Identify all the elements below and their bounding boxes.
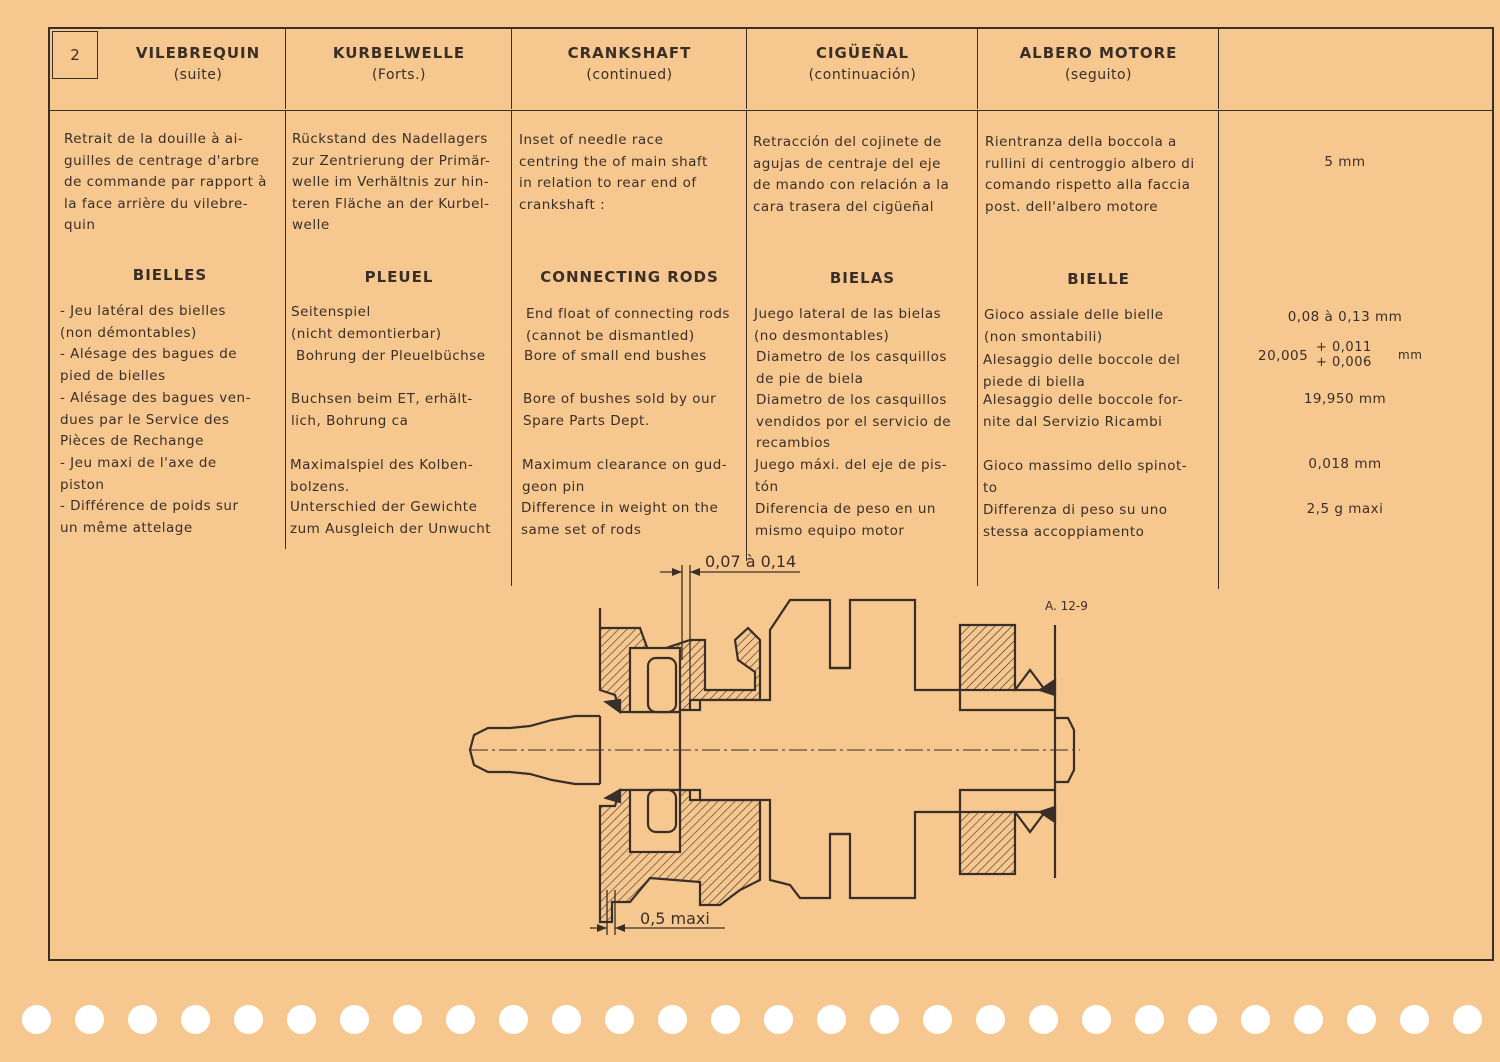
header-fr-subtitle: (suite) <box>173 67 223 83</box>
punch-hole <box>287 1005 316 1034</box>
row1-es: Juego lateral de las bielas (no desmontables) <box>754 306 942 344</box>
row2-nominal: 20,005 <box>1258 348 1309 364</box>
header-en-subtitle: (continued) <box>586 67 673 83</box>
punch-hole <box>1135 1005 1164 1034</box>
row4-en: Maximum clearance on gud- geon pin <box>522 457 728 495</box>
punch-hole <box>764 1005 793 1034</box>
punch-hole <box>870 1005 899 1034</box>
punch-hole <box>340 1005 369 1034</box>
punch-hole <box>234 1005 263 1034</box>
retract-es: Retracción del cojinete de agujas de centraje del eje de mando con relación a la cara trasera del cigüeñal <box>753 134 950 215</box>
subheading-es: BIELAS <box>829 269 896 287</box>
punch-holes <box>22 1005 1482 1041</box>
row4-value: 0,018 mm <box>1308 456 1382 472</box>
row2-tol-upper: + 0,011 <box>1316 340 1372 355</box>
row4-it: Gioco massimo dello spinot- to <box>983 458 1188 496</box>
row5-it: Differenza di peso su uno stessa accoppiamento <box>983 502 1168 540</box>
dimension-bottom-label: 0,5 maxi <box>640 909 710 928</box>
row1-en: End float of connecting rods (cannot be dismantled) <box>526 306 730 344</box>
punch-hole <box>128 1005 157 1034</box>
row1-value: 0,08 à 0,13 mm <box>1287 309 1403 325</box>
punch-hole <box>75 1005 104 1034</box>
punch-hole <box>976 1005 1005 1034</box>
row3-en: Bore of bushes sold by our Spare Parts Dept. <box>523 391 717 429</box>
row3-it: Alesaggio delle boccole for- nite dal Servizio Ricambi <box>983 392 1183 430</box>
punch-hole <box>1453 1005 1482 1034</box>
punch-hole <box>658 1005 687 1034</box>
row2-en: Bore of small end bushes <box>524 348 707 364</box>
row3-de: Buchsen beim ET, erhält- lich, Bohrung ca <box>291 391 473 429</box>
subheading-fr: BIELLES <box>132 266 208 284</box>
row1-de: Seitenspiel (nicht demontierbar) <box>291 304 442 342</box>
row1-it: Gioco assiale delle bielle (non smontabili) <box>984 307 1164 345</box>
header-es-title: CIGÜEÑAL <box>815 44 910 62</box>
punch-hole <box>552 1005 581 1034</box>
header-es-subtitle: (continuación) <box>808 67 917 83</box>
row2-es: Diametro de los casquillos de pie de biela <box>756 349 947 387</box>
punch-hole <box>711 1005 740 1034</box>
row2-it: Alesaggio delle boccole del piede di biella <box>983 352 1181 390</box>
punch-hole <box>1347 1005 1376 1034</box>
punch-hole <box>1082 1005 1111 1034</box>
row2-unit: mm <box>1398 348 1423 362</box>
subheading-it: BIELLE <box>1067 270 1130 288</box>
punch-hole <box>22 1005 51 1034</box>
subheading-de: PLEUEL <box>364 268 434 286</box>
header-de-title: KURBELWELLE <box>332 44 466 62</box>
punch-hole <box>817 1005 846 1034</box>
row1-fr: - Jeu latéral des bielles (non démontables) <box>60 303 226 341</box>
punch-hole <box>1029 1005 1058 1034</box>
punch-hole <box>1188 1005 1217 1034</box>
header-it-subtitle: (seguito) <box>1064 67 1133 83</box>
row5-value: 2,5 g maxi <box>1306 501 1384 517</box>
row2-fr: - Alésage des bagues de pied de bielles <box>60 346 238 384</box>
header-fr-title: VILEBREQUIN <box>135 44 261 62</box>
row4-de: Maximalspiel des Kolben- bolzens. <box>290 457 474 495</box>
punch-hole <box>1241 1005 1270 1034</box>
retract-en: Inset of needle race centring the of main shaft in relation to rear end of crankshaft : <box>519 132 708 213</box>
section-number: 2 <box>52 31 98 79</box>
row2-de: Bohrung der Pleuelbüchse <box>296 348 486 364</box>
row3-es: Diametro de los casquillos vendidos por el servicio de recambios <box>756 392 952 451</box>
row3-fr: - Alésage des bagues ven- dues par le Service des Pièces de Rechange <box>60 390 251 449</box>
row5-de: Unterschied der Gewichte zum Ausgleich der Unwucht <box>290 499 492 537</box>
figure-reference: A. 12-9 <box>1045 599 1088 613</box>
subheading-en: CONNECTING RODS <box>540 268 719 286</box>
punch-hole <box>393 1005 422 1034</box>
row4-es: Juego máxi. del eje de pis- tón <box>755 457 948 495</box>
row3-value: 19,950 mm <box>1303 391 1387 407</box>
row4-fr: - Jeu maxi de l'axe de piston <box>60 455 217 493</box>
punch-hole <box>499 1005 528 1034</box>
retract-fr: Retrait de la douille à ai- guilles de centrage d'arbre de commande par rapport à la face arrière du vilebre- quin <box>64 131 267 233</box>
punch-hole <box>605 1005 634 1034</box>
header-it-title: ALBERO MOTORE <box>1019 44 1178 62</box>
retract-de: Rückstand des Nadellagers zur Zentrierung der Primär- welle im Verhältnis zur hin- teren Fläche an der Kurbel- welle <box>292 131 491 233</box>
dimension-top-label: 0,07 à 0,14 <box>705 552 797 571</box>
row2-tol-lower: + 0,006 <box>1316 355 1372 370</box>
row5-en: Difference in weight on the same set of rods <box>521 500 719 538</box>
row5-fr: - Différence de poids sur un même attelage <box>60 498 239 536</box>
header-de-subtitle: (Forts.) <box>371 67 427 83</box>
header-en-title: CRANKSHAFT <box>567 44 692 62</box>
punch-hole <box>181 1005 210 1034</box>
punch-hole <box>1294 1005 1323 1034</box>
punch-hole <box>1400 1005 1429 1034</box>
retract-it: Rientranza della boccola a rullini di centroggio albero di comando rispetto alla faccia post. dell'albero motore <box>985 134 1195 215</box>
punch-hole <box>446 1005 475 1034</box>
retract-value: 5 mm <box>1324 154 1366 170</box>
row5-es: Diferencia de peso en un mismo equipo motor <box>755 501 936 539</box>
punch-hole <box>923 1005 952 1034</box>
